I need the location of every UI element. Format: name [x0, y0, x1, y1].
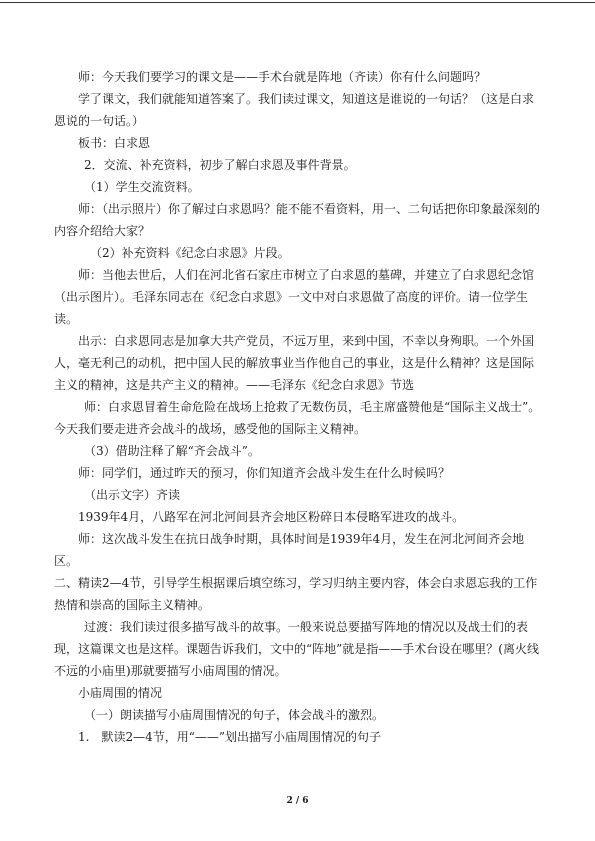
paragraph: 1939年4月，八路军在河北河间县齐会地区粉碎日本侵略军进攻的战斗。 — [78, 510, 465, 524]
paragraph: （1）学生交流资料。 — [84, 180, 200, 194]
document-body — [54, 66, 544, 748]
paragraph: 小庙周围的情况 — [78, 686, 163, 700]
paragraph: 板书：白求恩 — [78, 136, 151, 150]
paragraph: 师：当他去世后，人们在河北省石家庄市树立了白求恩的墓碑，并建立了白求恩纪念馆（出示图片）。毛泽东同志在《纪念白求恩》一文中对白求恩做了高度的评价。请一位学生读。 — [54, 268, 535, 326]
paragraph: （2）补充资料《纪念白求恩》片段。 — [90, 246, 290, 260]
paragraph: 师：这次战斗发生在抗日战争时期，具体时间是1939年4月，发生在河北河间齐会地区。 — [54, 532, 525, 568]
paragraph: 师：今天我们要学习的课文是——手术台就是阵地（齐读）你有什么问题吗？ — [78, 70, 487, 84]
paragraph: 过渡：我们读过很多描写战斗的故事。一般来说总要描写阵地的情况以及战士们的表现，这篇课文也是这样。课题告诉我们，文中的“阵地”就是指——手术台设在哪里？(离火线不远的小庙里)那就要描写小庙周围的情况。 — [54, 620, 539, 678]
paragraph: 1. 默读2—4节，用“——”划出描写小庙周围情况的句子 — [78, 730, 381, 744]
paragraph: 师：（出示照片）你了解过白求恩吗？能不能不看资料，用一、二句话把你印象最深刻的内容介绍给大家？ — [54, 202, 541, 238]
paragraph: 师：白求恩冒着生命危险在战场上抢救了无数伤员，毛主席盛赞他是“国际主义战士”。今天我们要走进齐会战斗的战场，感受他的国际主义精神。 — [54, 400, 541, 436]
paragraph: 二、精读2—4节，引导学生根据课后填空练习，学习归纳主要内容，体会白求恩忘我的工作热情和崇高的国际主义精神。 — [54, 576, 538, 612]
paragraph: 2．交流、补充资料，初步了解白求恩及事件背景。 — [84, 158, 356, 172]
paragraph: （出示文字）齐读 — [84, 488, 181, 502]
paragraph: 学了课文，我们就能知道答案了。我们读过课文，知道这是谁说的一句话？（这是白求恩说的一句话。） — [54, 92, 535, 128]
paragraph: 出示：白求恩同志是加拿大共产党员，不远万里，来到中国，不幸以身殉职。一个外国人，毫无利己的动机，把中国人民的解放事业当作他自己的事业，这是什么精神？这是国际主义的精神，这是共产主义的精神。——毛泽东《纪念白求恩》节选 — [54, 334, 535, 392]
page-number: 2 / 6 — [286, 796, 309, 806]
paragraph: （3）借助注释了解“齐会战斗”。 — [84, 444, 260, 458]
paragraph: 师：同学们，通过昨天的预习，你们知道齐会战斗发生在什么时候吗？ — [78, 466, 451, 480]
paragraph: （一）朗读描写小庙周围情况的句子，体会战斗的激烈。 — [84, 708, 385, 722]
top-rule — [0, 2, 595, 3]
